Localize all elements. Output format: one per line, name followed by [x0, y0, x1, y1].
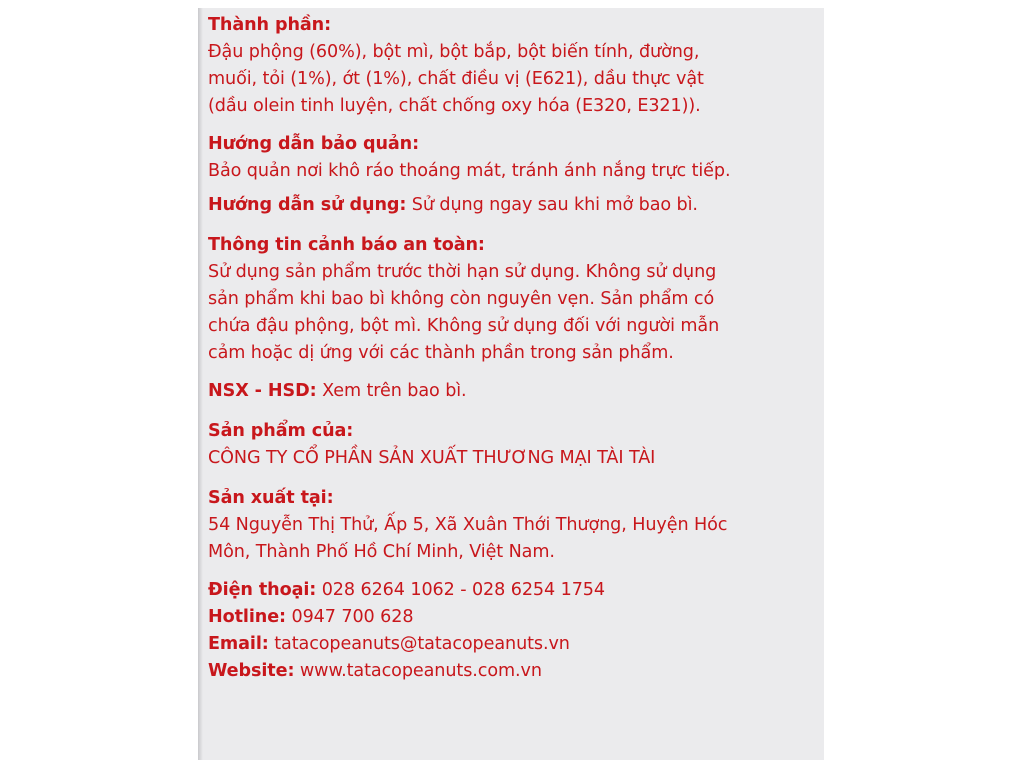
dates-text: Xem trên bao bì.: [322, 381, 467, 401]
maker-heading: Sản phẩm của:: [208, 421, 354, 441]
safety-heading: Thông tin cảnh báo an toàn:: [208, 235, 485, 255]
contact-section: [208, 577, 824, 685]
made-at-section: [208, 485, 824, 566]
made-at-line-1: 54 Nguyễn Thị Thử, Ấp 5, Xã Xuân Thới Thượng, Huyện Hóc: [208, 515, 728, 535]
ingredients-line-3: (dầu olein tinh luyện, chất chống oxy hóa (E320, E321)).: [208, 96, 701, 116]
hotline-text: 0947 700 628: [291, 607, 414, 627]
ingredients-line-2: muối, tỏi (1%), ớt (1%), chất điều vị (E621), dầu thực vật: [208, 69, 704, 89]
storage-heading: Hướng dẫn bảo quản:: [208, 134, 420, 154]
ingredients-line-1: Đậu phộng (60%), bột mì, bột bắp, bột biến tính, đường,: [208, 42, 700, 62]
maker-company-name: CÔNG TY CỔ PHẦN SẢN XUẤT THƯƠNG MẠI TÀI TÀI: [208, 448, 656, 468]
safety-section: [208, 232, 824, 367]
storage-section: [208, 131, 824, 185]
phone-text: 028 6264 1062 - 028 6254 1754: [321, 580, 605, 600]
usage-text: Sử dụng ngay sau khi mở bao bì.: [411, 195, 698, 215]
dates-heading: NSX - HSD:: [208, 381, 317, 401]
product-label-panel: [198, 8, 824, 760]
phone-heading: Điện thoại:: [208, 580, 317, 600]
usage-section: [208, 192, 824, 219]
email-heading: Email:: [208, 634, 269, 654]
made-at-line-2: Môn, Thành Phố Hồ Chí Minh, Việt Nam.: [208, 542, 555, 562]
usage-heading: Hướng dẫn sử dụng:: [208, 195, 407, 215]
website-text: www.tatacopeanuts.com.vn: [299, 661, 542, 681]
made-at-heading: Sản xuất tại:: [208, 488, 334, 508]
hotline-heading: Hotline:: [208, 607, 286, 627]
safety-line-3: chứa đậu phộng, bột mì. Không sử dụng đối với người mẫn: [208, 316, 720, 336]
safety-line-4: cảm hoặc dị ứng với các thành phần trong sản phẩm.: [208, 343, 674, 363]
storage-text: Bảo quản nơi khô ráo thoáng mát, tránh ánh nắng trực tiếp.: [208, 161, 731, 181]
website-heading: Website:: [208, 661, 295, 681]
email-text: tatacopeanuts@tatacopeanuts.vn: [274, 634, 570, 654]
panel-shadow-edge: [198, 8, 203, 760]
ingredients-heading: Thành phần:: [208, 15, 332, 35]
dates-section: [208, 378, 824, 405]
maker-section: [208, 418, 824, 472]
safety-line-2: sản phẩm khi bao bì không còn nguyên vẹn. Sản phẩm có: [208, 289, 715, 309]
safety-line-1: Sử dụng sản phẩm trước thời hạn sử dụng. Không sử dụng: [208, 262, 717, 282]
ingredients-section: [208, 12, 824, 120]
